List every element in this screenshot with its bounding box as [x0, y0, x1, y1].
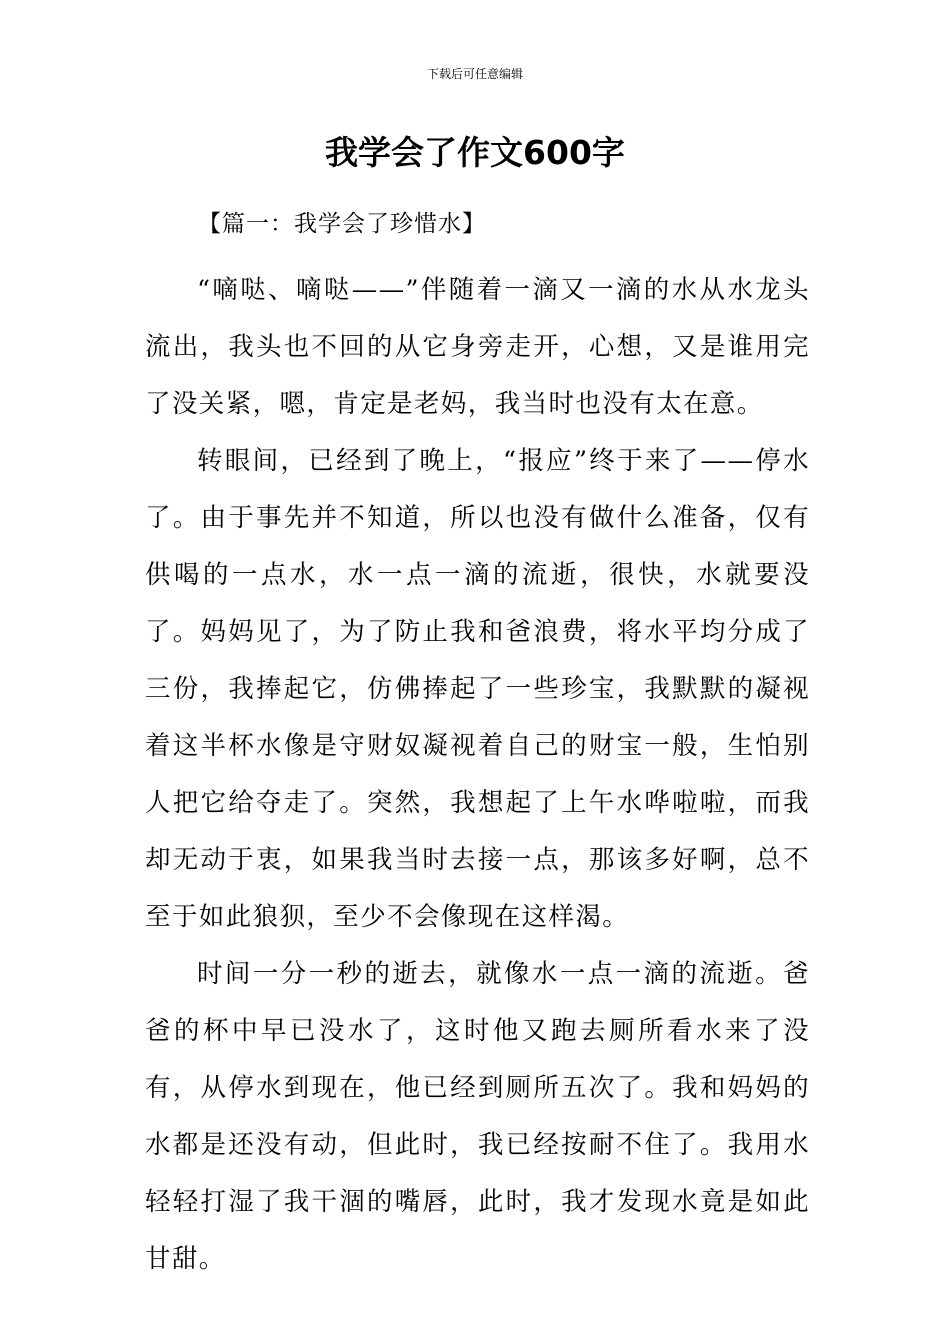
- paragraph-1: “嘀哒、嘀哒——”伴随着一滴又一滴的水从水龙头流出，我头也不回的从它身旁走开，心想，又是谁用完了没关紧，嗯，肯定是老妈，我当时也没有太在意。: [145, 275, 810, 419]
- document-title: 我学会了作文600字: [325, 133, 625, 172]
- header-note: 下载后可任意编辑: [426, 67, 523, 81]
- section-heading: 【篇一：我学会了珍惜水】: [198, 211, 486, 237]
- paragraph-2: 转眼间，已经到了晚上，“报应”终于来了——停水了。由于事先并不知道，所以也没有做什么准备，仅有供喝的一点水，水一点一滴的流逝，很快，水就要没了。妈妈见了，为了防止我和爸浪费，将水平均分成了三份，我捧起它，仿佛捧起了一些珍宝，我默默的凝视着这半杯水像是守财奴凝视着自己的财宝一般，生怕别人把它给夺走了。突然，我想起了上午水哗啦啦，而我却无动于衷，如果我当时去接一点，那该多好啊，总不至于如此狼狈，至少不会像现在这样渴。: [145, 446, 810, 932]
- paragraph-3: 时间一分一秒的逝去，就像水一点一滴的流逝。爸爸的杯中早已没水了，这时他又跑去厕所看水来了没有，从停水到现在，他已经到厕所五次了。我和妈妈的水都是还没有动，但此时，我已经按耐不住了。我用水轻轻打湿了我干涸的嘴唇，此时，我才发现水竟是如此甘甜。: [145, 959, 810, 1274]
- body-text: [145, 262, 810, 1288]
